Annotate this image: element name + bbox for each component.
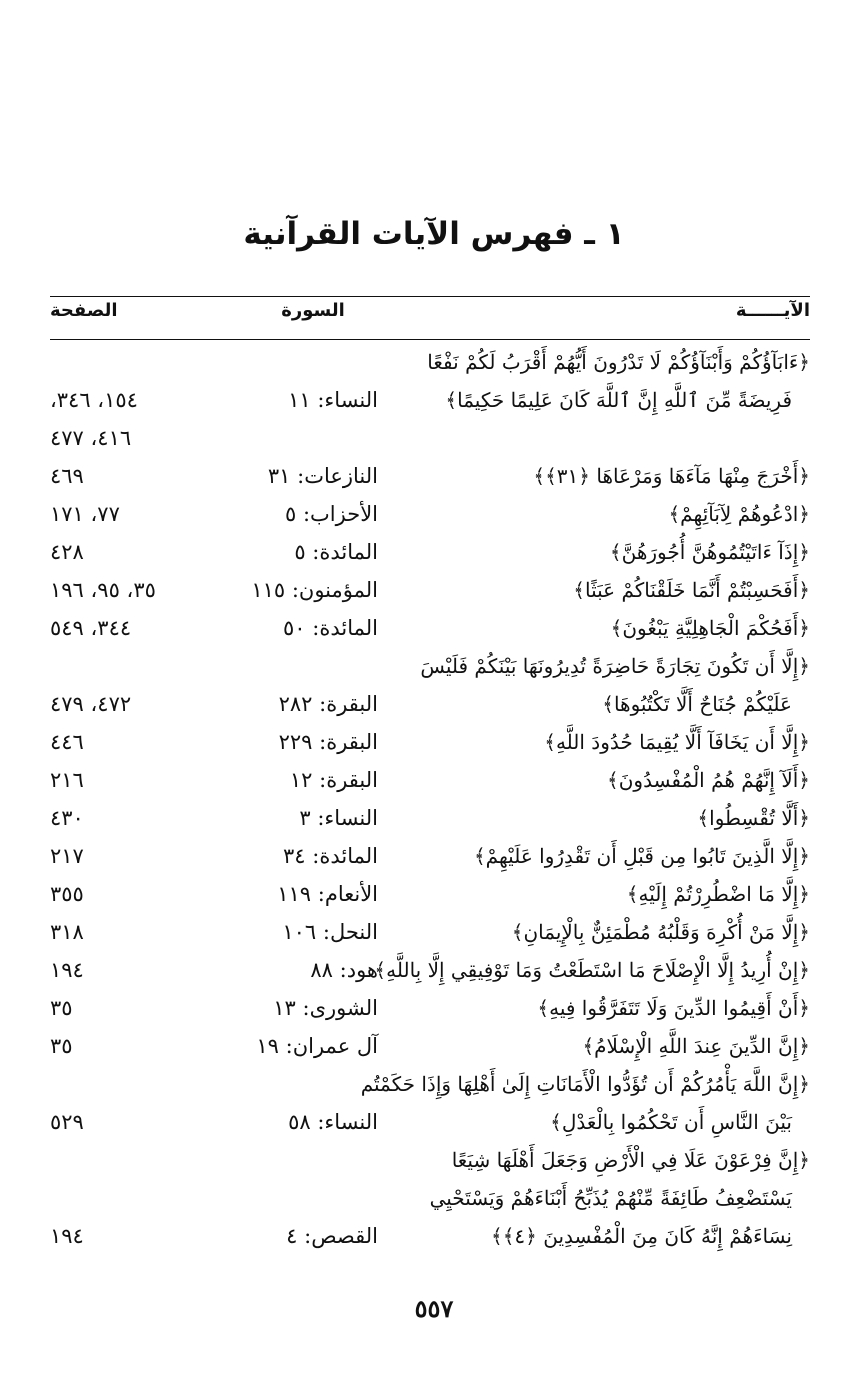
sura-reference: المائدة: ٥ (294, 540, 378, 564)
index-row (50, 1217, 810, 1255)
ayah-text: فَرِيضَةً مِّنَ ٱللَّهِ إِنَّ ٱللَّهَ كَانَ عَلِيمًا حَكِيمًا﴾ (445, 388, 792, 412)
sura-reference: القصص: ٤ (286, 1224, 378, 1248)
page-references: ٢١٧ (50, 844, 84, 868)
index-row (50, 989, 810, 1027)
ayah-text: ﴿أَلَآ إِنَّهُمْ هُمُ الْمُفْسِدُونَ﴾ (607, 768, 810, 792)
index-row (50, 1027, 810, 1065)
ayah-text: ﴿إِلَّا أَن يَخَافَآ أَلَّا يُقِيمَا حُدُودَ اللَّهِ﴾ (544, 730, 810, 754)
ayah-text: ﴿أَنْ أَقِيمُوا الدِّينَ وَلَا تَتَفَرَّقُوا فِيهِ﴾ (537, 996, 810, 1020)
index-row (50, 1179, 810, 1217)
index-row (50, 647, 810, 685)
ayah-text: ﴿إِنَّ اللَّهَ يَأْمُرُكُمْ أَن تُؤَدُّوا الْأَمَانَاتِ إِلَىٰ أَهْلِهَا وَإِذَا حَكَمْتُم (360, 1072, 810, 1096)
page-references: ٣٥٥ (50, 882, 84, 906)
ayah-index-table (50, 343, 810, 1255)
ayah-text: نِسَاءَهُمْ إِنَّهُ كَانَ مِنَ الْمُفْسِدِينَ ﴿٤﴾﴾ (490, 1224, 792, 1248)
sura-reference: البقرة: ٢٢٩ (278, 730, 378, 754)
sura-reference: المؤمنون: ١١٥ (251, 578, 378, 602)
index-row (50, 1141, 810, 1179)
ayah-text: ﴿إِلَّا مَا اضْطُرِرْتُمْ إِلَيْهِ﴾ (626, 882, 810, 906)
page-references: ١٩٤ (50, 958, 84, 982)
page-references: ١٥٤، ٣٤٦، (50, 388, 138, 412)
page-references: ٤١٦، ٤٧٧ (50, 426, 132, 450)
ayah-text: ﴿ءَابَآؤُكُمْ وَأَبْنَآؤُكُمْ لَا تَدْرُونَ أَيُّهُمْ أَقْرَبُ لَكُمْ نَفْعًا (427, 350, 810, 374)
index-row (50, 799, 810, 837)
sura-reference: الشورى: ١٣ (273, 996, 378, 1020)
page-number: ٥٥٧ (414, 1294, 454, 1323)
ayah-text: عَلَيْكُمْ جُنَاحٌ أَلَّا تَكْتُبُوهَا﴾ (602, 692, 792, 716)
page-references: ٧٧، ١٧١ (50, 502, 120, 526)
index-row (50, 495, 810, 533)
sura-reference: النحل: ١٠٦ (282, 920, 378, 944)
index-row (50, 533, 810, 571)
sura-reference: النساء: ٣ (299, 806, 378, 830)
ayah-text: ﴿إِلَّا أَن تَكُونَ تِجَارَةً حَاضِرَةً تُدِيرُونَهَا بَيْنَكُمْ فَلَيْسَ (420, 654, 810, 678)
page-references: ٣٤٤، ٥٤٩ (50, 616, 132, 640)
sura-reference: المائدة: ٥٠ (283, 616, 378, 640)
page-references: ٤٤٦ (50, 730, 84, 754)
column-header-sura: السورة (281, 300, 345, 321)
sura-reference: آل عمران: ١٩ (256, 1034, 378, 1058)
ayah-text: ﴿أَفَحَسِبْتُمْ أَنَّمَا خَلَقْنَاكُمْ عَبَثًا﴾ (573, 578, 810, 602)
ayah-text: يَسْتَضْعِفُ طَائِفَةً مِّنْهُمْ يُذَبِّحُ أَبْنَاءَهُمْ وَيَسْتَحْيِي (429, 1186, 792, 1210)
ayah-text: ﴿إِلَّا الَّذِينَ تَابُوا مِن قَبْلِ أَن تَقْدِرُوا عَلَيْهِمْ﴾ (473, 844, 810, 868)
page-references: ٥٢٩ (50, 1110, 84, 1134)
index-row (50, 1103, 810, 1141)
header-top-rule (50, 296, 810, 297)
index-row (50, 609, 810, 647)
index-row (50, 571, 810, 609)
page-references: ٣١٨ (50, 920, 84, 944)
page-references: ١٩٤ (50, 1224, 84, 1248)
index-row (50, 343, 810, 381)
page-references: ٤٦٩ (50, 464, 84, 488)
ayah-text: ﴿أَفَحُكْمَ الْجَاهِلِيَّةِ يَبْغُونَ﴾ (610, 616, 810, 640)
sura-reference: المائدة: ٣٤ (283, 844, 378, 868)
header-bottom-rule (50, 339, 810, 340)
ayah-text: ﴿ادْعُوهُمْ لِآبَآئِهِمْ﴾ (668, 502, 810, 526)
index-row (50, 723, 810, 761)
index-row (50, 837, 810, 875)
index-row (50, 951, 810, 989)
ayah-text: ﴿إِنْ أُرِيدُ إِلَّا الْإِصْلَاحَ مَا اسْتَطَعْتُ وَمَا تَوْفِيقِي إِلَّا بِاللَّهِ﴾ (374, 958, 810, 982)
ayah-text: ﴿إِنَّ فِرْعَوْنَ عَلَا فِي الْأَرْضِ وَجَعَلَ أَهْلَهَا شِيَعًا (451, 1148, 810, 1172)
index-row (50, 419, 810, 457)
ayah-text: ﴿أَلَّا تُقْسِطُوا﴾ (697, 806, 810, 830)
index-row (50, 381, 810, 419)
index-row (50, 1065, 810, 1103)
page-references: ٢١٦ (50, 768, 84, 792)
ayah-text: ﴿إِذَآ ءَاتَيْتُمُوهُنَّ أُجُورَهُنَّ﴾ (609, 540, 810, 564)
ayah-text: ﴿أَخْرَجَ مِنْهَا مَآءَهَا وَمَرْعَاهَا ﴿٣١﴾﴾ (533, 464, 810, 488)
page-references: ٣٥ (50, 996, 73, 1020)
ayah-text: بَيْنَ النَّاسِ أَن تَحْكُمُوا بِالْعَدْلِ﴾ (550, 1110, 792, 1134)
index-row (50, 913, 810, 951)
ayah-text: ﴿إِلَّا مَنْ أُكْرِهَ وَقَلْبُهُ مُطْمَئِنٌّ بِالْإِيمَانِ﴾ (511, 920, 810, 944)
page-references: ٤٧٢، ٤٧٩ (50, 692, 132, 716)
column-header-page: الصفحة (50, 300, 118, 321)
sura-reference: البقرة: ٢٨٢ (278, 692, 378, 716)
sura-reference: النساء: ٥٨ (288, 1110, 378, 1134)
page-references: ٣٥ (50, 1034, 73, 1058)
sura-reference: الأنعام: ١١٩ (277, 882, 378, 906)
column-header-row (50, 300, 810, 330)
column-header-ayah: الآيــــــة (735, 300, 810, 321)
sura-reference: هود: ٨٨ (310, 958, 378, 982)
index-row (50, 685, 810, 723)
sura-reference: النساء: ١١ (288, 388, 378, 412)
sura-reference: الأحزاب: ٥ (284, 502, 378, 526)
page-references: ٤٣٠ (50, 806, 84, 830)
index-title: ١ ـ فهرس الآيات القرآنية (243, 216, 625, 252)
index-row (50, 761, 810, 799)
sura-reference: النازعات: ٣١ (267, 464, 378, 488)
ayah-text: ﴿إِنَّ الدِّينَ عِندَ اللَّهِ الْإِسْلَامُ﴾ (582, 1034, 810, 1058)
index-row (50, 875, 810, 913)
sura-reference: البقرة: ١٢ (289, 768, 378, 792)
index-row (50, 457, 810, 495)
page-references: ٣٥، ٩٥، ١٩٦ (50, 578, 156, 602)
page-references: ٤٢٨ (50, 540, 84, 564)
